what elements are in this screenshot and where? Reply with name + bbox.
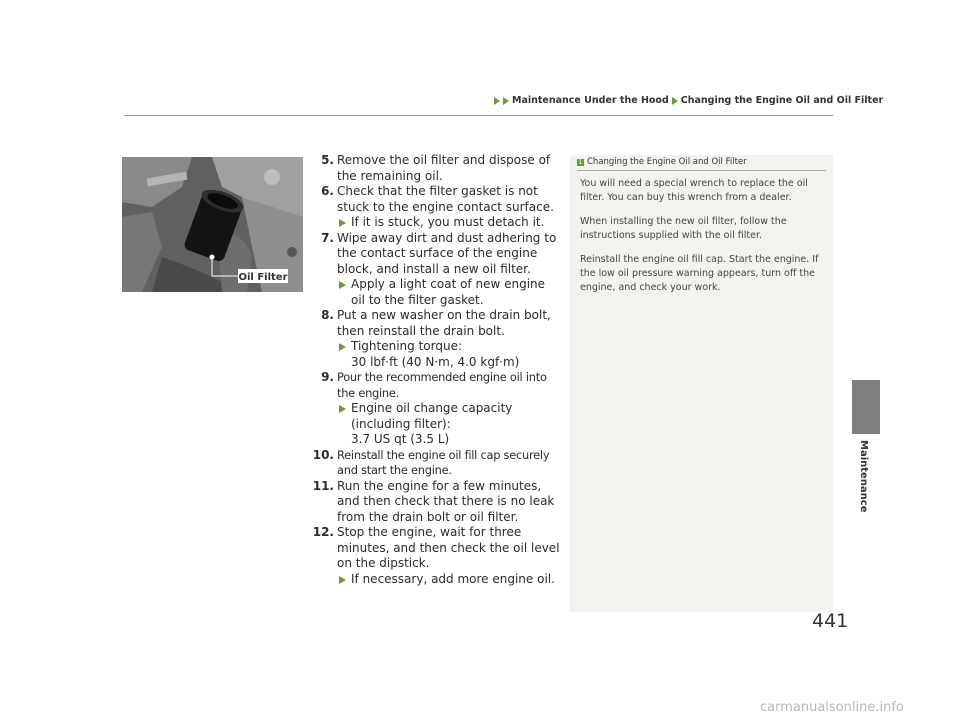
side-note-paragraph: You will need a special wrench to replace the oil filter. You can buy this wrench from a dealer. xyxy=(580,178,808,203)
procedure-steps xyxy=(300,153,562,587)
step-text: Run the engine for a few minutes, and then check that there is no leak from the drain bolt or oil filter. xyxy=(337,478,555,524)
step-text: Stop the engine, wait for three minutes, and then check the oil level on the dipstick. xyxy=(337,525,560,570)
reference-icon: 1 xyxy=(578,158,583,166)
step-number: 7. xyxy=(321,230,334,245)
breadcrumb xyxy=(494,95,883,106)
step-6 xyxy=(300,184,562,231)
step-note xyxy=(337,401,562,448)
step-note-text: If it is stuck, you must detach it. xyxy=(351,215,545,229)
step-note xyxy=(337,277,562,308)
oil-filter-callout: Oil Filter xyxy=(238,272,288,283)
section-tab-label: Maintenance xyxy=(858,440,869,513)
side-note-paragraph: Reinstall the engine oil fill cap. Start the engine. If the low oil pressure warning appears, turn off the engine, and check your work. xyxy=(580,254,819,293)
step-note-text: If necessary, add more engine oil. xyxy=(351,571,555,586)
breadcrumb-section: Maintenance Under the Hood xyxy=(512,95,669,106)
arrow-icon xyxy=(339,343,346,351)
step-note-text: Apply a light coat of new engine oil to the filter gasket. xyxy=(351,277,546,307)
oil-filter-photo xyxy=(122,157,303,292)
step-5 xyxy=(300,153,562,184)
step-number: 6. xyxy=(321,184,334,198)
page-number: 441 xyxy=(812,610,849,632)
step-number: 5. xyxy=(321,153,334,167)
watermark: carmanualsonline.info xyxy=(760,700,904,715)
section-tab xyxy=(852,380,880,434)
engine-illustration xyxy=(122,157,303,292)
step-text: Pour the recommended engine oil into the engine. xyxy=(337,370,547,400)
torque-value: 30 lbf·ft (40 N·m, 4.0 kgf·m) xyxy=(351,354,520,369)
side-note-title: Changing the Engine Oil and Oil Filter xyxy=(587,157,747,167)
step-number: 12. xyxy=(312,525,334,539)
step-9 xyxy=(300,370,562,448)
step-number: 8. xyxy=(321,308,334,322)
step-10 xyxy=(300,448,562,479)
header-rule xyxy=(124,115,833,116)
breadcrumb-arrow-icon xyxy=(494,97,500,105)
arrow-icon xyxy=(339,281,346,289)
step-note xyxy=(337,215,562,231)
step-7 xyxy=(300,231,562,309)
step-12 xyxy=(300,525,562,587)
side-note xyxy=(570,155,833,612)
step-text: Put a new washer on the drain bolt, then reinstall the drain bolt. xyxy=(337,308,551,338)
arrow-icon xyxy=(339,219,346,227)
step-note-text: Engine oil change capacity (including filter): xyxy=(351,401,513,431)
breadcrumb-arrow-icon xyxy=(503,97,509,105)
step-text: Check that the filter gasket is not stuck to the engine contact surface. xyxy=(337,184,554,214)
step-text: Wipe away dirt and dust adhering to the contact surface of the engine block, and install a new oil filter. xyxy=(337,230,557,276)
step-number: 11. xyxy=(312,478,334,493)
step-note xyxy=(337,572,562,588)
step-note-text: Tightening torque: xyxy=(351,339,462,353)
side-note-header xyxy=(577,157,826,171)
breadcrumb-arrow-icon xyxy=(672,97,678,105)
arrow-icon xyxy=(339,405,346,413)
capacity-value: 3.7 US qt (3.5 L) xyxy=(351,432,450,446)
step-text: Reinstall the engine oil fill cap securely and start the engine. xyxy=(337,447,550,477)
step-11 xyxy=(300,479,562,526)
step-number: 10. xyxy=(312,447,334,462)
step-8 xyxy=(300,308,562,370)
step-note xyxy=(337,339,562,370)
breadcrumb-topic: Changing the Engine Oil and Oil Filter xyxy=(680,95,884,106)
side-note-paragraph: When installing the new oil filter, follow the instructions supplied with the oil filter. xyxy=(580,216,787,241)
step-text: Remove the oil filter and dispose of the remaining oil. xyxy=(337,153,551,183)
step-number: 9. xyxy=(321,370,334,384)
arrow-icon xyxy=(339,576,346,584)
